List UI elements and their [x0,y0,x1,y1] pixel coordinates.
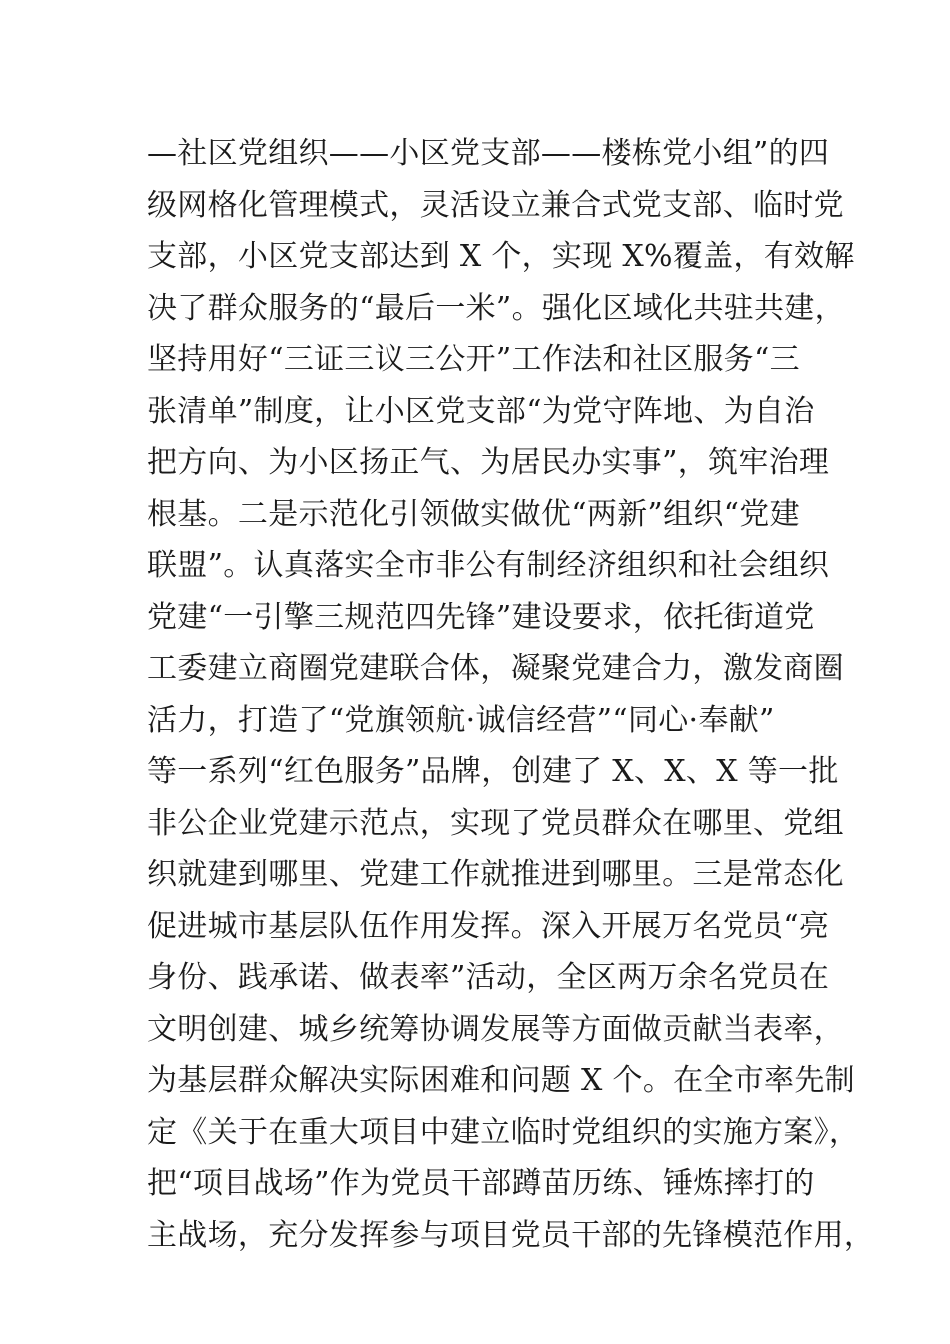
text-line: 工委建立商圈党建联合体，凝聚党建合力，激发商圈 [147,651,844,686]
text-line: 主战场，充分发挥参与项目党员干部的先锋模范作用， [147,1217,875,1253]
text-line: —社区党组织——小区党支部——楼栋党小组”的四 [147,136,830,171]
text-line: 联盟”。认真落实全市非公有制经济组织和社会组织 [147,548,830,583]
text-line: 为基层群众解决实际困难和问题 X 个。在全市率先制 [147,1063,855,1098]
text-line: 坚持用好“三证三议三公开”工作法和社区服务“三 [147,342,800,377]
text-line: 决了群众服务的“最后一米”。强化区域化共驻共建， [147,290,845,326]
text-line: 张清单”制度，让小区党支部“为党守阵地、为自治 [147,393,815,429]
text-line: 把“项目战场”作为党员干部蹲苗历练、锤炼摔打的 [147,1166,815,1201]
text-line: 支部，小区党支部达到 X 个，实现 X%覆盖，有效解 [147,239,855,274]
text-line: 活力，打造了“党旗领航·诚信经营”“同心·奉献” [147,702,775,738]
text-line: 文明创建、城乡统筹协调发展等方面做贡献当表率， [147,1011,844,1047]
body-paragraph [147,128,875,1261]
text-line: 身份、践承诺、做表率”活动，全区两万余名党员在 [147,960,830,995]
text-line: 级网格化管理模式，灵活设立兼合式党支部、临时党 [147,187,844,223]
text-line: 织就建到哪里、党建工作就推进到哪里。三是常态化 [147,857,844,892]
text-line: 促进城市基层队伍作用发挥。深入开展万名党员“亮 [147,908,830,944]
text-line: 党建“一引擎三规范四先锋”建设要求，依托街道党 [147,599,815,635]
text-line: 根基。二是示范化引领做实做优“两新”组织“党建 [147,496,800,532]
text-line: 等一系列“红色服务”品牌，创建了 X、X、X 等一批 [147,754,839,789]
text-line: 定《关于在重大项目中建立临时党组织的实施方案》， [147,1114,860,1150]
text-line: 非公企业党建示范点，实现了党员群众在哪里、党组 [147,805,844,841]
text-line: 把方向、为小区扬正气、为居民办实事”，筑牢治理 [147,445,830,480]
